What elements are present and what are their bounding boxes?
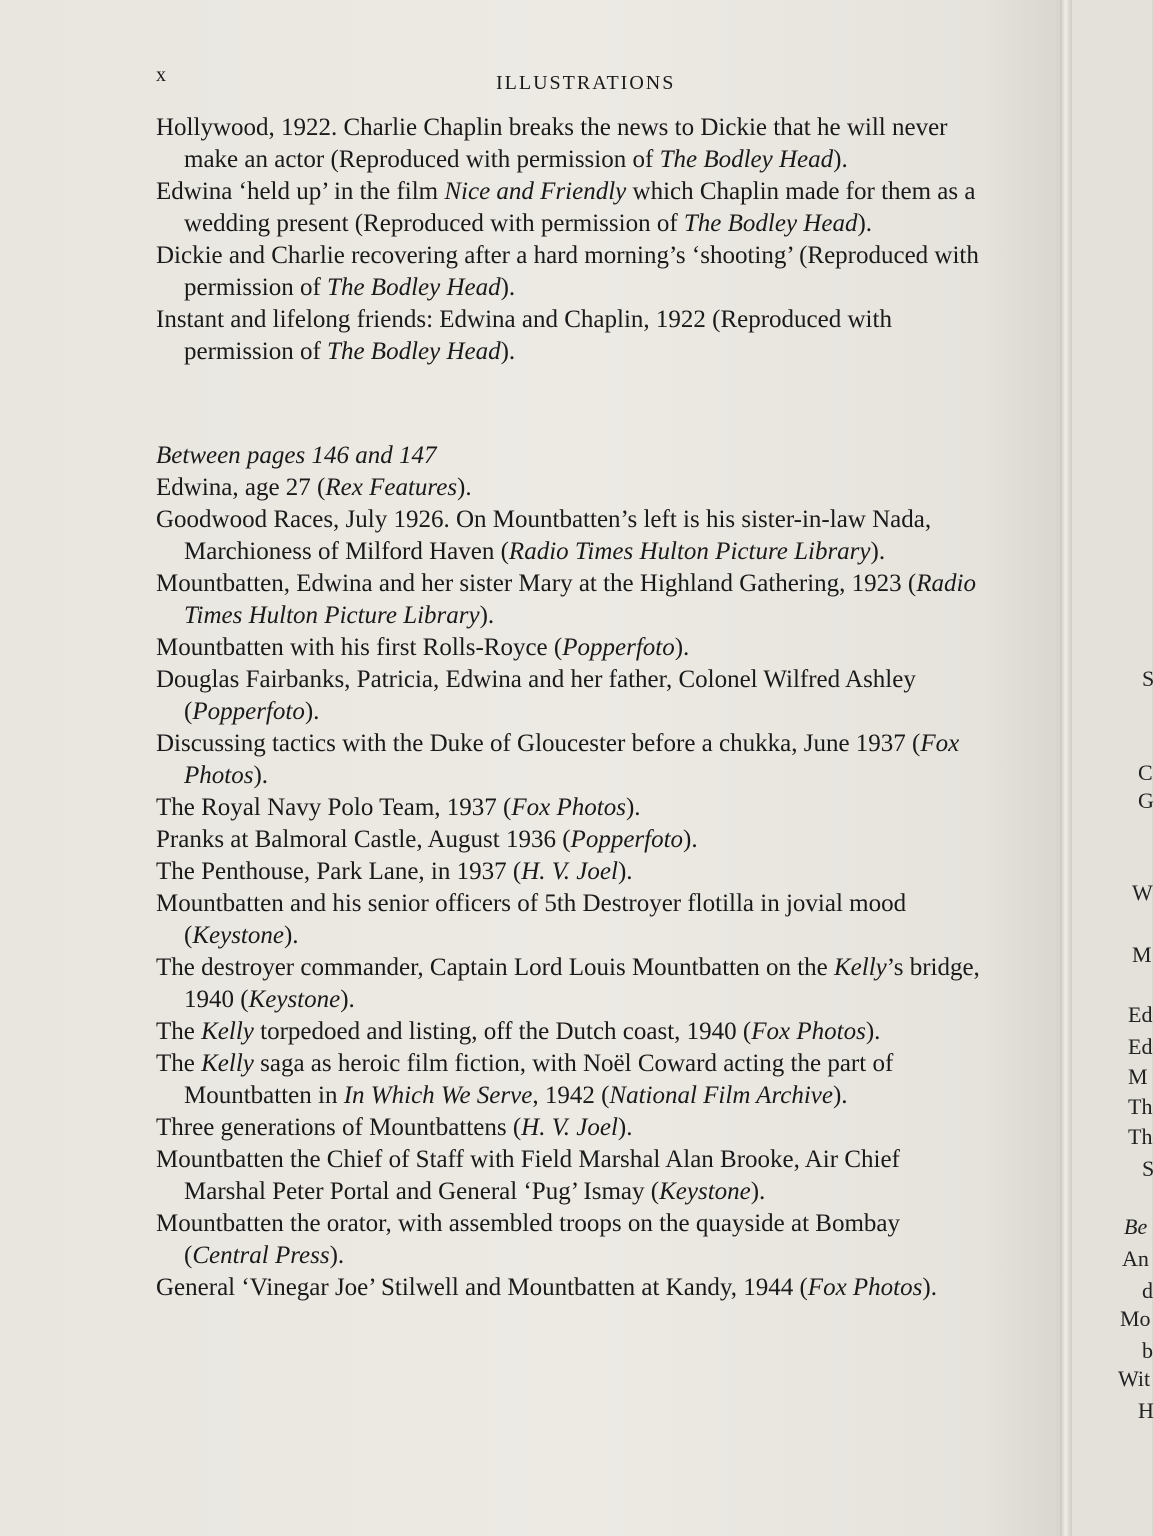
section-heading: Between pages 146 and 147 [156, 442, 437, 469]
list-item: Mountbatten with his first Rolls-Royce (Popperfoto). [156, 634, 690, 661]
page-number: x [156, 64, 167, 86]
book-gutter [1060, 0, 1072, 1536]
facing-page-fragment: S [1142, 666, 1154, 691]
list-item: Three generations of Mountbattens (H. V. Joel). [156, 1114, 633, 1141]
list-item: The Royal Navy Polo Team, 1937 (Fox Photos). [156, 794, 641, 821]
list-item: Goodwood Races, July 1926. On Mountbatten’s left is his sister-in-law Nada, Marchioness of Milford Haven (Radio Times Hulton Picture Library). [156, 506, 932, 565]
facing-page-fragment: Th [1128, 1124, 1153, 1149]
running-head: ILLUSTRATIONS [496, 72, 676, 94]
facing-page-fragment: C [1138, 760, 1153, 785]
list-item: The Kelly torpedoed and listing, off the Dutch coast, 1940 (Fox Photos). [156, 1018, 881, 1045]
list-item: Mountbatten the orator, with assembled troops on the quayside at Bombay (Central Press). [156, 1210, 900, 1269]
list-item: Edwina, age 27 (Rex Features). [156, 474, 472, 501]
illustrations-list [156, 112, 988, 1304]
facing-page-fragment: H [1138, 1398, 1154, 1423]
list-item: Mountbatten the Chief of Staff with Field Marshal Alan Brooke, Air Chief Marshal Peter Portal and General ‘Pug’ Ismay (Keystone). [156, 1146, 900, 1205]
facing-page-fragment: Mo [1120, 1306, 1151, 1331]
list-item: Edwina ‘held up’ in the film Nice and Friendly which Chaplin made for them as a wedding present (Reproduced with permission of The Bodley Head). [156, 178, 976, 237]
list-item: Douglas Fairbanks, Patricia, Edwina and her father, Colonel Wilfred Ashley (Popperfoto). [156, 666, 916, 725]
facing-page-fragment: M [1132, 942, 1152, 967]
facing-page-fragment: S [1142, 1156, 1154, 1181]
facing-page-fragment: Th [1128, 1094, 1153, 1119]
facing-page-fragment: An [1122, 1246, 1149, 1271]
list-item: Mountbatten, Edwina and her sister Mary at the Highland Gathering, 1923 (Radio Times Hulton Picture Library). [156, 570, 976, 629]
facing-page-fragment: Ed [1128, 1034, 1153, 1059]
list-item: The destroyer commander, Captain Lord Louis Mountbatten on the Kelly’s bridge, 1940 (Keystone). [156, 954, 980, 1013]
facing-page-fragment: Ed [1128, 1002, 1153, 1027]
list-item: The Kelly saga as heroic film fiction, with Noël Coward acting the part of Mountbatten in In Which We Serve, 1942 (National Film Archive). [156, 1050, 894, 1109]
list-item: Mountbatten and his senior officers of 5th Destroyer flotilla in jovial mood (Keystone). [156, 890, 907, 949]
facing-page-fragment: W [1132, 880, 1153, 905]
list-item: General ‘Vinegar Joe’ Stilwell and Mountbatten at Kandy, 1944 (Fox Photos). [156, 1274, 937, 1301]
list-item: Instant and lifelong friends: Edwina and Chaplin, 1922 (Reproduced with permission of The Bodley Head). [156, 306, 892, 365]
facing-page-fragment: d [1142, 1278, 1153, 1303]
list-item: The Penthouse, Park Lane, in 1937 (H. V. Joel). [156, 858, 633, 885]
facing-page-fragment: Wit [1118, 1366, 1151, 1391]
list-item: Discussing tactics with the Duke of Gloucester before a chukka, June 1937 (Fox Photos). [156, 730, 960, 789]
facing-page-fragment: Be [1124, 1214, 1148, 1239]
list-item: Pranks at Balmoral Castle, August 1936 (Popperfoto). [156, 826, 698, 853]
facing-page-fragment: G [1138, 788, 1154, 813]
facing-page-fragment: M [1128, 1064, 1148, 1089]
facing-page-edge [1072, 0, 1152, 1536]
facing-page-fragment: b [1142, 1338, 1153, 1363]
list-item: Dickie and Charlie recovering after a hard morning’s ‘shooting’ (Reproduced with permission of The Bodley Head). [156, 242, 979, 301]
list-item: Hollywood, 1922. Charlie Chaplin breaks the news to Dickie that he will never make an actor (Reproduced with permission of The Bodley Head). [156, 114, 948, 173]
